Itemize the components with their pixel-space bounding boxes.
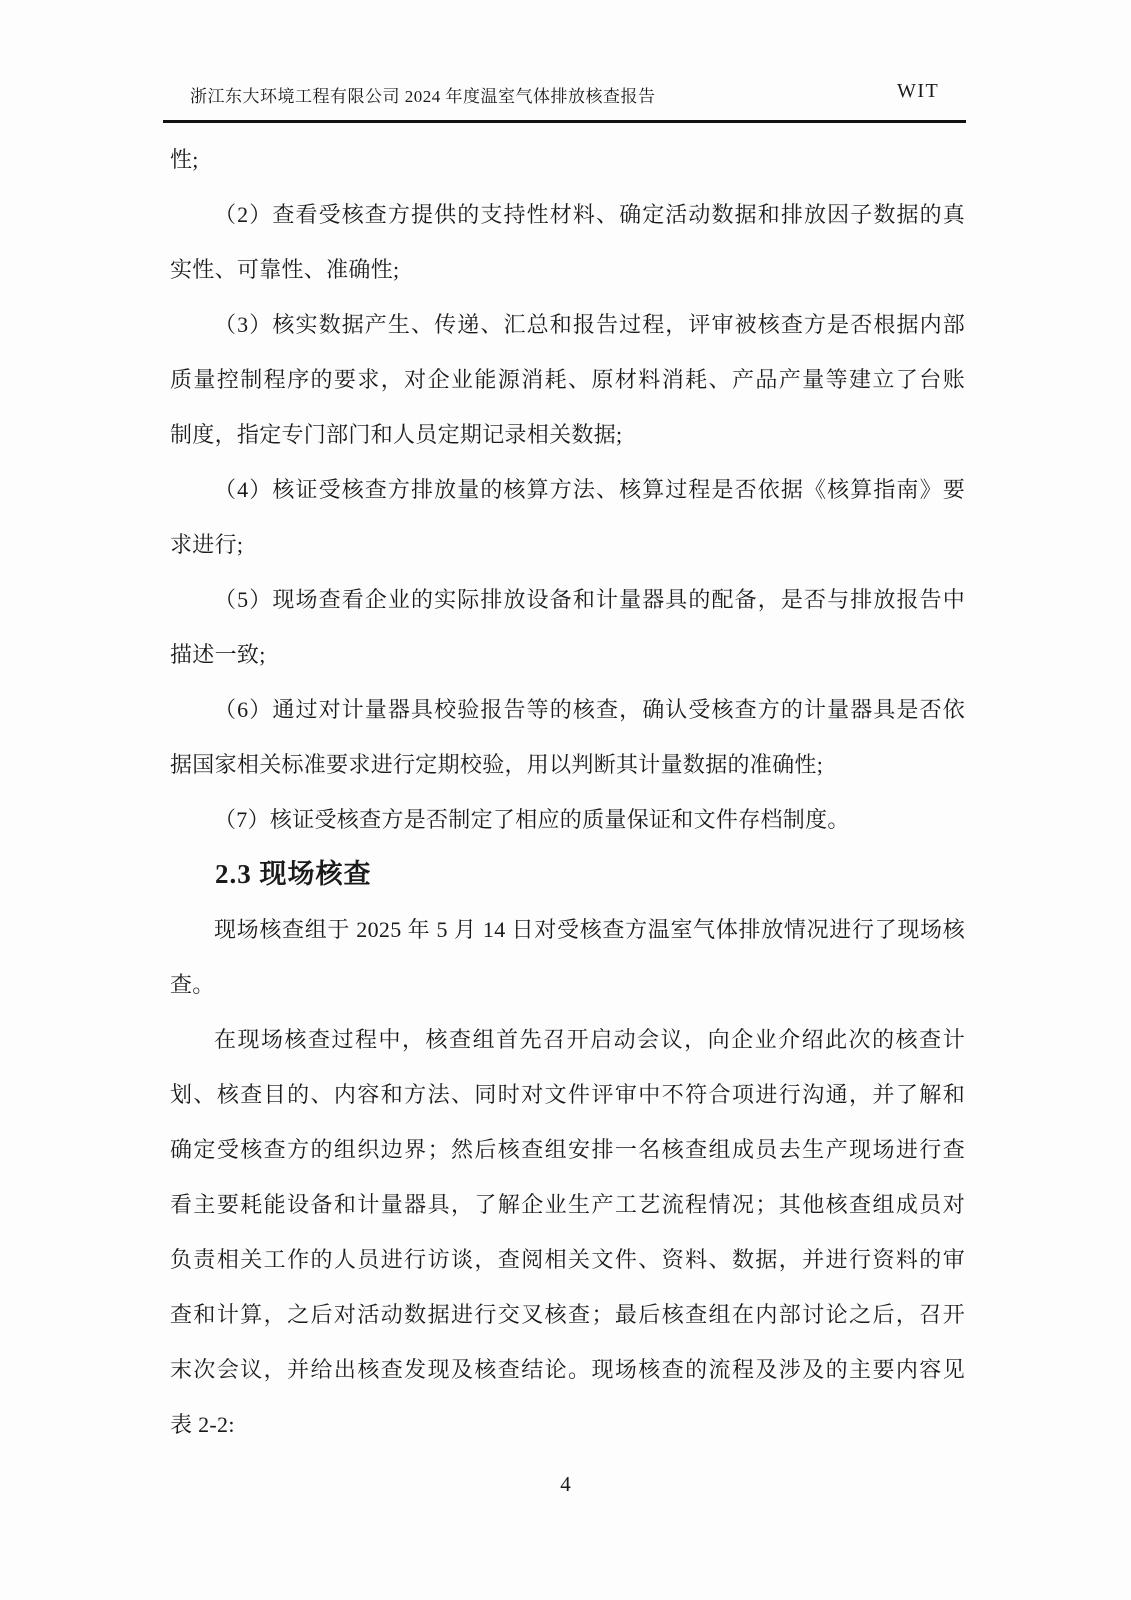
body-line: （2）查看受核查方提供的支持性材料、确定活动数据和排放因子数据的真 xyxy=(214,202,965,227)
body-line: （5）现场查看企业的实际排放设备和计量器具的配备，是否与排放报告中 xyxy=(214,587,965,612)
header-title: 浙江东大环境工程有限公司 2024 年度温室气体排放核查报告 xyxy=(190,87,656,106)
body-line: 实性、可靠性、准确性; xyxy=(170,257,400,282)
body-line: 求进行; xyxy=(170,532,244,557)
body-line: 质量控制程序的要求，对企业能源消耗、原材料消耗、产品产量等建立了台账 xyxy=(170,367,965,392)
body-line: 现场核查组于 2025 年 5 月 14 日对受核查方温室气体排放情况进行了现场核 xyxy=(214,917,965,942)
body-line: 划、核查目的、内容和方法、同时对文件评审中不符合项进行沟通，并了解和 xyxy=(170,1082,965,1107)
body-line: 制度，指定专门部门和人员定期记录相关数据; xyxy=(170,422,623,447)
body-line: 描述一致; xyxy=(170,642,266,667)
body-line: 查和计算，之后对活动数据进行交叉核查；最后核查组在内部讨论之后，召开 xyxy=(170,1302,965,1327)
body-line: 据国家相关标准要求进行定期校验，用以判断其计量数据的准确性; xyxy=(170,752,824,777)
body-line: （4）核证受核查方排放量的核算方法、核算过程是否依据《核算指南》要 xyxy=(214,477,965,502)
body-line: 表 2-2: xyxy=(170,1412,235,1437)
body-line: （7）核证受核查方是否制定了相应的质量保证和文件存档制度。 xyxy=(214,807,850,832)
body-line: 末次会议，并给出核查发现及核查结论。现场核查的流程及涉及的主要内容见 xyxy=(170,1357,965,1382)
body-line: 负责相关工作的人员进行访谈，查阅相关文件、资料、数据，并进行资料的审 xyxy=(170,1247,965,1272)
brand-logo: WIT xyxy=(897,80,940,102)
header-divider xyxy=(163,120,966,123)
body-line: 看主要耗能设备和计量器具，了解企业生产工艺流程情况；其他核查组成员对 xyxy=(170,1192,965,1217)
body-line: 查。 xyxy=(170,972,215,997)
body-line: 性; xyxy=(170,147,199,172)
body-line: 在现场核查过程中，核查组首先召开启动会议，向企业介绍此次的核查计 xyxy=(214,1027,965,1052)
body-line: （3）核实数据产生、传递、汇总和报告过程，评审被核查方是否根据内部 xyxy=(214,312,965,337)
document-body xyxy=(170,132,965,1452)
body-line: 确定受核查方的组织边界；然后核查组安排一名核查组成员去生产现场进行查 xyxy=(170,1137,965,1162)
section-heading: 2.3 现场核查 xyxy=(215,859,372,889)
body-line: （6）通过对计量器具校验报告等的核查，确认受核查方的计量器具是否依 xyxy=(214,697,965,722)
page-number: 4 xyxy=(560,1472,571,1496)
